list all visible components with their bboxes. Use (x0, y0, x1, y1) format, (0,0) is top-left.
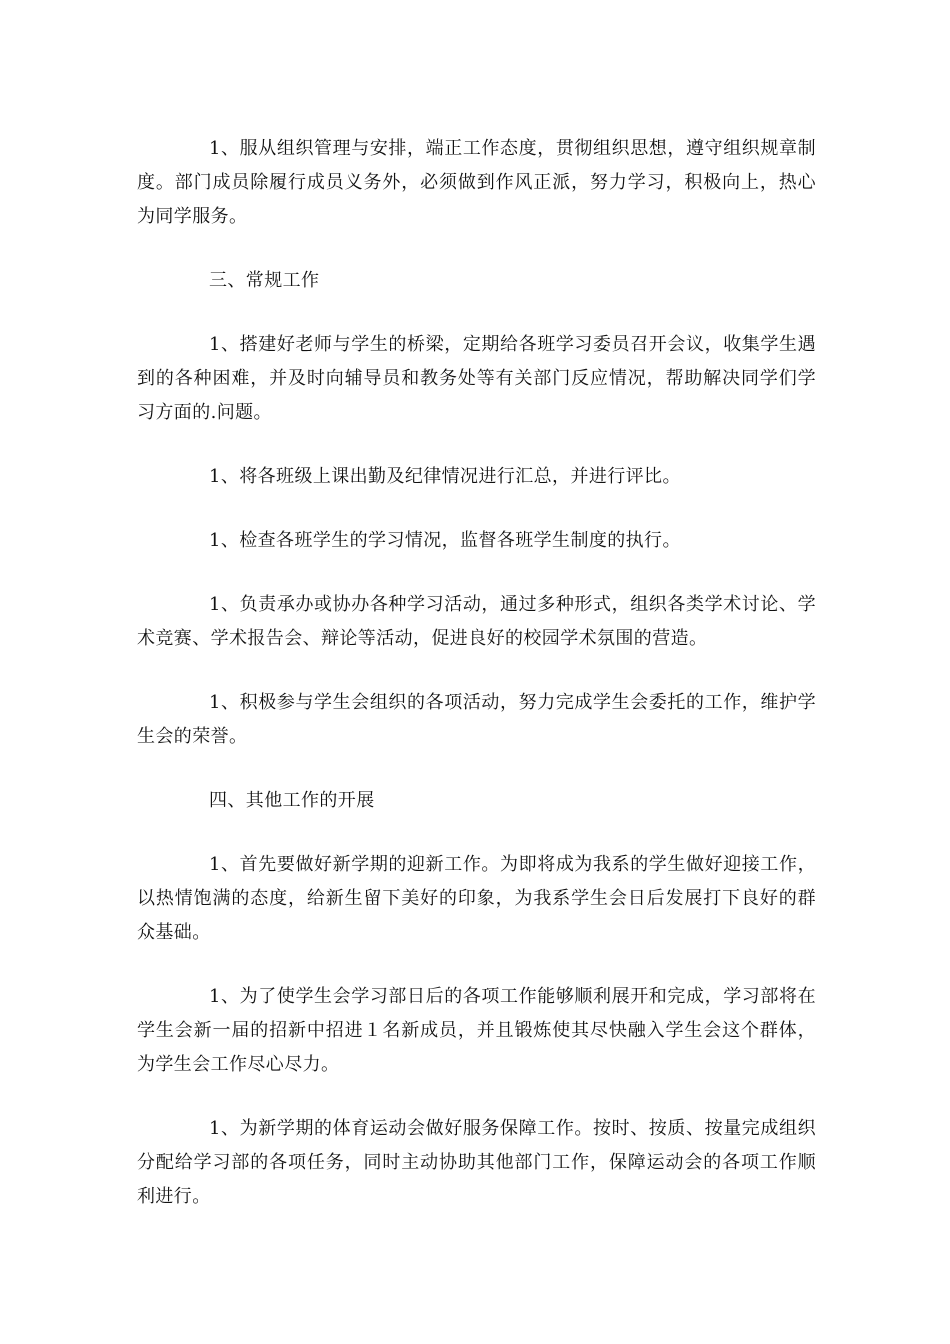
paragraph-5: 1、负责承办或协办各种学习活动，通过多种形式，组织各类学术讨论、学术竞赛、学术报告会、辩论等活动，促进良好的校园学术氛围的营造。 (137, 594, 816, 649)
paragraph-8: 1、为了使学生会学习部日后的各项工作能够顺利展开和完成，学习部将在学生会新一届的招新中招进１名新成员，并且锻炼使其尽快融入学生会这个群体，为学生会工作尽心尽力。 (137, 986, 816, 1075)
paragraph-7: 1、首先要做好新学期的迎新工作。为即将成为我系的学生做好迎接工作，以热情饱满的态度，给新生留下美好的印象，为我系学生会日后发展打下良好的群众基础。 (137, 854, 816, 943)
paragraph-1: 1、服从组织管理与安排，端正工作态度，贯彻组织思想，遵守组织规章制度。部门成员除履行成员义务外，必须做到作风正派，努力学习，积极向上，热心为同学服务。 (137, 138, 816, 227)
paragraph-6: 1、积极参与学生会组织的各项活动，努力完成学生会委托的工作，维护学生会的荣誉。 (137, 692, 816, 747)
section-heading-4: 四、其他工作的开展 (209, 790, 375, 811)
paragraph-9: 1、为新学期的体育运动会做好服务保障工作。按时、按质、按量完成组织分配给学习部的各项任务，同时主动协助其他部门工作，保障运动会的各项工作顺利进行。 (137, 1118, 816, 1207)
section-heading-3: 三、常规工作 (209, 270, 320, 291)
paragraph-2: 1、搭建好老师与学生的桥梁，定期给各班学习委员召开会议，收集学生遇到的各种困难，并及时向辅导员和教务处等有关部门反应情况，帮助解决同学们学习方面的.问题。 (137, 334, 816, 423)
paragraph-4: 1、检查各班学生的学习情况，监督各班学生制度的执行。 (209, 530, 681, 551)
paragraph-3: 1、将各班级上课出勤及纪律情况进行汇总，并进行评比。 (209, 466, 681, 487)
